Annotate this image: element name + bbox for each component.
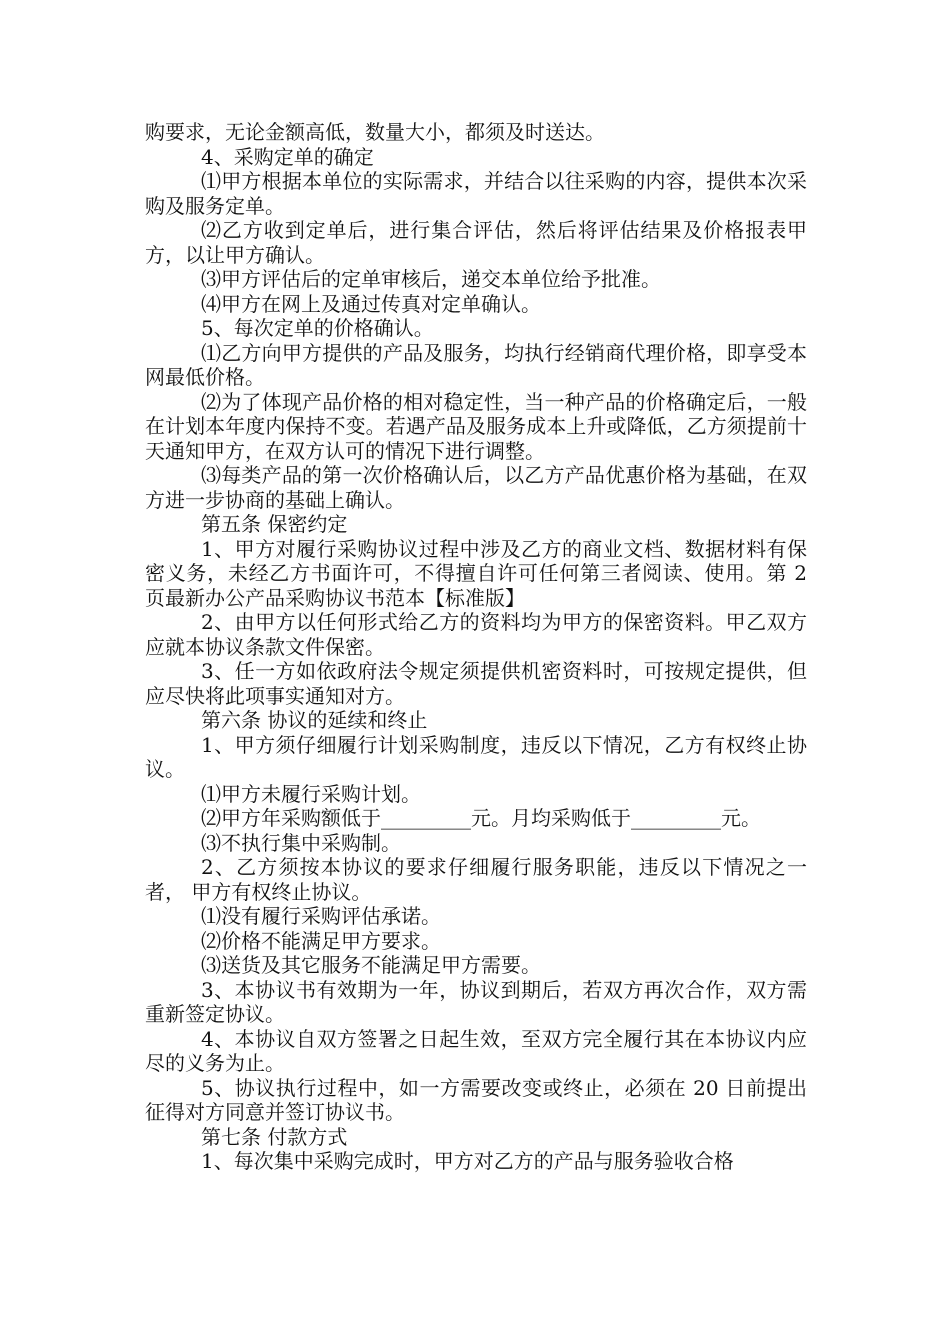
paragraph: 3、本协议书有效期为一年，协议到期后，若双方再次合作，双方需重新签定协议。 bbox=[145, 977, 807, 1026]
paragraph: 第七条 付款方式 bbox=[201, 1124, 348, 1149]
paragraph: 购要求，无论金额高低，数量大小，都须及时送达。 bbox=[145, 120, 605, 144]
paragraph: 3、任一方如依政府法令规定须提供机密资料时，可按规定提供，但应尽快将此项事实通知对方。 bbox=[145, 659, 807, 708]
paragraph: ⑴乙方向甲方提供的产品及服务，均执行经销商代理价格，即享受本网最低价格。 bbox=[145, 340, 807, 389]
paragraph: ⑴甲方未履行采购计划。 bbox=[201, 781, 421, 806]
paragraph: 4、本协议自双方签署之日起生效，至双方完全履行其在本协议内应尽的义务为止。 bbox=[145, 1026, 807, 1075]
paragraph: ⑶送货及其它服务不能满足甲方需要。 bbox=[201, 953, 541, 977]
paragraph: ⑶每类产品的第一次价格确认后，以乙方产品优惠价格为基础，在双方进一步协商的基础上确认。 bbox=[145, 463, 807, 512]
paragraph: ⑶甲方评估后的定单审核后，递交本单位给予批准。 bbox=[201, 267, 661, 291]
paragraph: 第六条 协议的延续和终止 bbox=[201, 708, 428, 732]
paragraph: 4、采购定单的确定 bbox=[201, 144, 374, 169]
paragraph: ⑴没有履行采购评估承诺。 bbox=[201, 904, 441, 928]
document-body bbox=[145, 120, 814, 1174]
paragraph: ⑶不执行集中采购制。 bbox=[201, 830, 401, 855]
paragraph: 2、乙方须按本协议的要求仔细履行服务职能，违反以下情况之一者， 甲方有权终止协议。 bbox=[145, 855, 807, 904]
paragraph: ⑵为了体现产品价格的相对稳定性，当一种产品的价格确定后，一般在计划本年度内保持不变。若遇产品及服务成本上升或降低，乙方须提前十天通知甲方，在双方认可的情况下进行调整。 bbox=[145, 389, 807, 463]
paragraph: ⑵乙方收到定单后，进行集合评估，然后将评估结果及价格报表甲方，以让甲方确认。 bbox=[145, 218, 807, 267]
paragraph: 2、由甲方以任何形式给乙方的资料均为甲方的保密资料。甲乙双方应就本协议条款文件保密。 bbox=[145, 610, 807, 659]
paragraph: 5、每次定单的价格确认。 bbox=[201, 316, 434, 340]
paragraph: 1、甲方对履行采购协议过程中涉及乙方的商业文档、数据材料有保密义务，未经乙方书面许可，不得擅自许可任何第三者阅读、使用。第 2 页最新办公产品采购协议书范本【标准版】 bbox=[145, 536, 814, 610]
paragraph: ⑵甲方年采购额低于_________元。月均采购低于_________元。 bbox=[201, 806, 761, 830]
paragraph: 5、协议执行过程中，如一方需要改变或终止，必须在 20 日前提出征得对方同意并签订协议书。 bbox=[145, 1075, 807, 1124]
paragraph: ⑵价格不能满足甲方要求。 bbox=[201, 928, 441, 953]
paragraph: 1、每次集中采购完成时，甲方对乙方的产品与服务验收合格 bbox=[201, 1149, 734, 1173]
paragraph: 第五条 保密约定 bbox=[201, 512, 348, 536]
paragraph: ⑷甲方在网上及通过传真对定单确认。 bbox=[201, 291, 541, 316]
paragraph: 1、甲方须仔细履行计划采购制度，违反以下情况，乙方有权终止协议。 bbox=[145, 732, 807, 781]
paragraph: ⑴甲方根据本单位的实际需求，并结合以往采购的内容，提供本次采购及服务定单。 bbox=[145, 169, 807, 218]
